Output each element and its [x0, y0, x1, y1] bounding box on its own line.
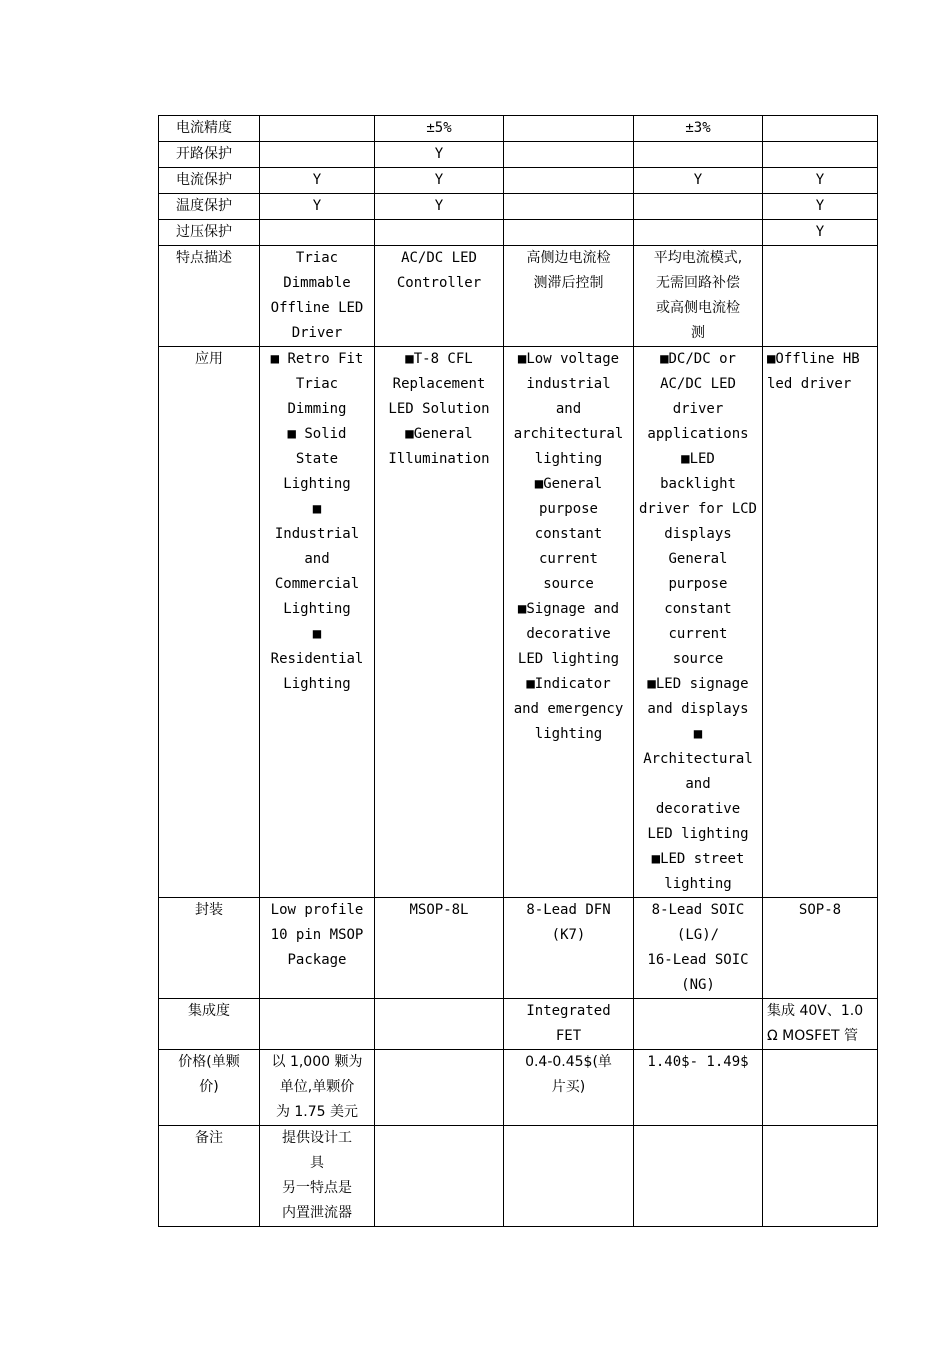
table-cell — [763, 1126, 878, 1227]
table-cell: ±5% — [375, 116, 504, 142]
table-cell — [260, 116, 375, 142]
table-cell — [375, 220, 504, 246]
table-cell — [504, 168, 634, 194]
table-cell: Y — [260, 168, 375, 194]
row-current-accuracy — [159, 116, 878, 142]
row-label: 备注 — [159, 1126, 260, 1227]
table-cell: Y — [763, 194, 878, 220]
table-cell: Low profile 10 pin MSOP Package — [260, 898, 375, 999]
table-cell — [763, 116, 878, 142]
row-remarks — [159, 1126, 878, 1227]
row-applications — [159, 347, 878, 898]
row-label: 过压保护 — [159, 220, 260, 246]
table-cell: ■Offline HB led driver — [763, 347, 878, 898]
row-feature-description — [159, 246, 878, 347]
table-cell: 提供设计工 具 另一特点是 内置泄流器 — [260, 1126, 375, 1227]
row-label: 价格(单颗 价) — [159, 1050, 260, 1126]
row-label: 集成度 — [159, 999, 260, 1050]
table-cell: Y — [375, 168, 504, 194]
table-cell — [504, 116, 634, 142]
table-cell: Triac Dimmable Offline LED Driver — [260, 246, 375, 347]
table-cell: 8-Lead SOIC (LG)/ 16-Lead SOIC (NG) — [634, 898, 763, 999]
table-cell — [763, 246, 878, 347]
table-cell — [634, 142, 763, 168]
row-temperature-protection — [159, 194, 878, 220]
table-cell — [260, 220, 375, 246]
row-open-circuit-protection — [159, 142, 878, 168]
table-cell: Y — [260, 194, 375, 220]
row-overvoltage-protection — [159, 220, 878, 246]
table-cell — [375, 1050, 504, 1126]
row-label: 应用 — [159, 347, 260, 898]
table-cell — [260, 999, 375, 1050]
row-current-protection — [159, 168, 878, 194]
table-cell — [763, 142, 878, 168]
row-label: 开路保护 — [159, 142, 260, 168]
table-cell: Y — [634, 168, 763, 194]
table-cell: 0.4-0.45$(单 片买) — [504, 1050, 634, 1126]
table-cell — [375, 999, 504, 1050]
table-cell: Y — [763, 168, 878, 194]
table-cell: Y — [375, 194, 504, 220]
table-cell: ■Low voltage industrial and architectural lighting ■General purpose constant current source ■Signage and decorative LED lighting ■Indicator and emergency lighting — [504, 347, 634, 898]
table-cell: 1.40$- 1.49$ — [634, 1050, 763, 1126]
table-cell — [504, 142, 634, 168]
table-cell: 平均电流模式, 无需回路补偿 或高侧电流检 测 — [634, 246, 763, 347]
row-label: 电流保护 — [159, 168, 260, 194]
table-cell: ■DC/DC or AC/DC LED driver applications ■LED backlight driver for LCD displays General purpose constant current source ■LED signage and displays ■ Architectural and decorative LED lighting ■LED street lighting — [634, 347, 763, 898]
table-cell: ■ Retro Fit Triac Dimming ■ Solid State Lighting ■ Industrial and Commercial Lighting ■ Residential Lighting — [260, 347, 375, 898]
table-cell: 集成 40V、1.0 Ω MOSFET 管 — [763, 999, 878, 1050]
row-label: 温度保护 — [159, 194, 260, 220]
table-cell — [634, 194, 763, 220]
row-label: 电流精度 — [159, 116, 260, 142]
table-cell: SOP-8 — [763, 898, 878, 999]
table-cell — [260, 142, 375, 168]
table-cell: 8-Lead DFN (K7) — [504, 898, 634, 999]
table-cell: 高侧边电流检 测滞后控制 — [504, 246, 634, 347]
table-cell: 以 1,000 颗为 单位,单颗价 为 1.75 美元 — [260, 1050, 375, 1126]
table-cell — [504, 1126, 634, 1227]
row-label: 特点描述 — [159, 246, 260, 347]
row-package — [159, 898, 878, 999]
table-cell — [504, 220, 634, 246]
table-cell — [634, 1126, 763, 1227]
row-integration — [159, 999, 878, 1050]
row-price — [159, 1050, 878, 1126]
table-cell — [634, 220, 763, 246]
table-cell: AC/DC LED Controller — [375, 246, 504, 347]
table-cell — [634, 999, 763, 1050]
table-cell: Y — [763, 220, 878, 246]
table-cell: Y — [375, 142, 504, 168]
table-cell: Integrated FET — [504, 999, 634, 1050]
table-cell: ■T-8 CFL Replacement LED Solution ■General Illumination — [375, 347, 504, 898]
table-cell: ±3% — [634, 116, 763, 142]
table-cell — [763, 1050, 878, 1126]
table-cell: MSOP-8L — [375, 898, 504, 999]
table-cell — [504, 194, 634, 220]
row-label: 封装 — [159, 898, 260, 999]
table-cell — [375, 1126, 504, 1227]
spec-table — [158, 115, 878, 1227]
